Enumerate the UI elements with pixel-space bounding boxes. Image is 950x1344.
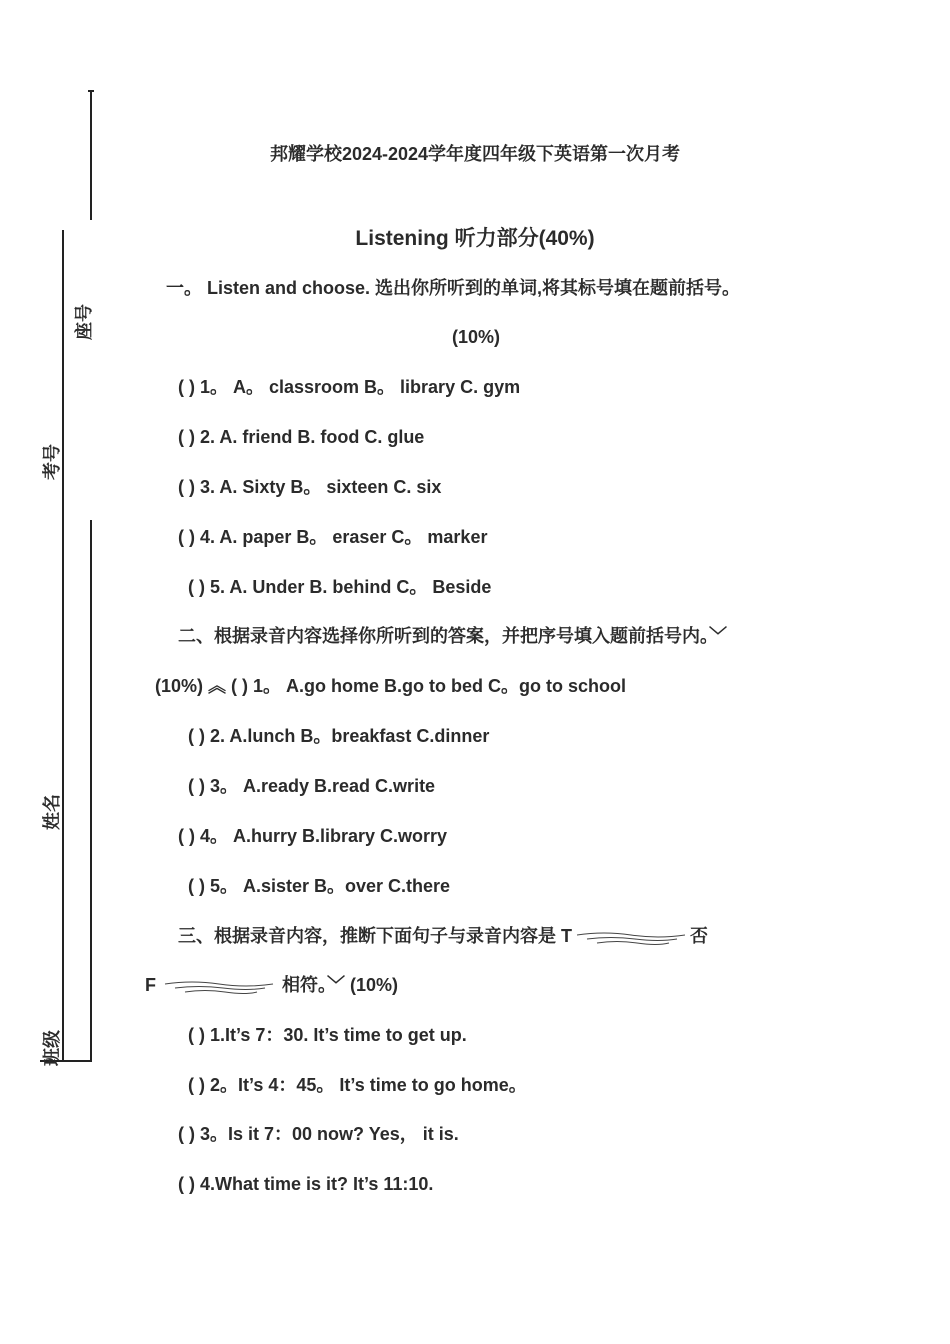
section3-heading-part4: 相符。﹀ (10%) (282, 975, 399, 995)
section1-item-2: ( ) 2. A. friend B. food C. glue (178, 427, 425, 447)
binding-label-seat-no: 座号 (74, 304, 94, 340)
section2-item-3: ( ) 3。 A.ready B.read C.write (188, 776, 436, 796)
section2-item-5: ( ) 5。 A.sister B。over C.there (188, 876, 451, 896)
section1-heading: 一。 Listen and choose. 选出你所听到的单词,将其标号填在题前括号。 (166, 278, 741, 298)
section3-heading-part1: 三、根据录音内容，推断下面句子与录音内容是 T (178, 926, 572, 946)
section1-item-3: ( ) 3. A. Sixty B。 sixteen C. six (178, 477, 442, 497)
section2-item-2: ( ) 2. A.lunch B。breakfast C.dinner (188, 726, 490, 746)
section3-heading-part2: 否 (690, 926, 709, 946)
section3-item-3: ( ) 3。Is it 7：00 now? Yes， it is. (178, 1124, 459, 1144)
section1-item-1: ( ) 1。 A。 classroom B。 library C. gym (178, 377, 521, 397)
section3-item-2: ( ) 2。It’s 4：45。 It’s time to go home。 (188, 1075, 527, 1095)
binding-inner-rule-lower (90, 520, 92, 1060)
section2-heading: 二、根据录音内容选择你所听到的答案，并把序号填入题前括号内。﹀ (178, 626, 727, 646)
listening-subtitle: Listening 听力部分(40%) (355, 227, 595, 250)
section2-item-4: ( ) 4。 A.hurry B.library C.worry (178, 826, 448, 846)
section1-item-5: ( ) 5. A. Under B. behind C。 Beside (188, 577, 492, 597)
binding-middle-rule (62, 230, 64, 1060)
section3-heading-line2 (145, 973, 398, 997)
wavy-blank-icon (577, 929, 685, 945)
section3-heading-part3: F (145, 975, 156, 995)
exam-title: 邦耀学校2024-2024学年度四年级下英语第一次月考 (269, 144, 681, 164)
wavy-blank-icon (161, 978, 277, 994)
section3-heading (178, 924, 708, 948)
section1-score: (10%) (452, 327, 501, 347)
binding-label-exam-no: 考号 (42, 444, 62, 480)
section2-item-1: (10%) ︽ ( ) 1。 A.go home B.go to bed C。go to school (155, 676, 626, 696)
section3-item-1: ( ) 1.It’s 7：30. It’s time to get up. (188, 1025, 467, 1045)
binding-label-class: 班级 (42, 1030, 62, 1066)
section3-item-4: ( ) 4.What time is it? It’s 11:10. (178, 1174, 434, 1194)
binding-label-name: 姓名 (42, 794, 62, 830)
section1-item-4: ( ) 4. A. paper B。 eraser C。 marker (178, 527, 488, 547)
